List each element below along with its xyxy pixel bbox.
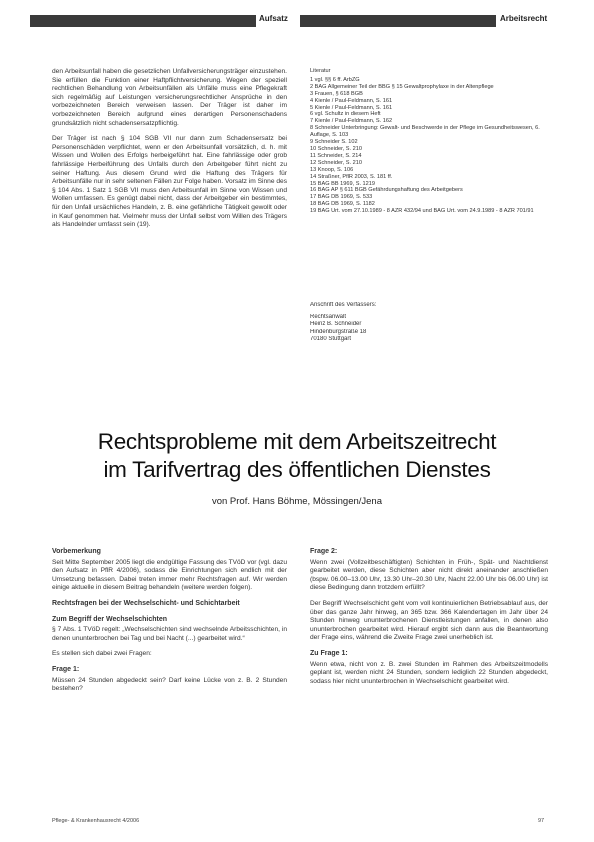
literature-item: 18 BAG DB 1969, S. 1182	[310, 201, 375, 208]
paragraph: Der Begriff Wechselschicht geht vom voll kontinuierlichen Betriebsablauf aus, der über das ganze Jahr hinweg, an 365 bzw. 366 Kalendertagen im Jahr über 24 Stunden hinweg ununterbrochenen Dienstleistungen anfallen, in denen also ununterbrochen gearbeitet wird. Hierauf ergibt sich dann aus die Beantwortung der Frage eins, während die Zweite Frage zwei unerheblich ist.	[310, 599, 548, 642]
literature-item: 3 Frauen, § 618 BGB	[310, 90, 363, 97]
literature-heading: Literatur	[310, 68, 331, 74]
literature-item: 14 Straßner, PflR 2003, S. 181 ff.	[310, 173, 393, 180]
literature-item: 16 BAG AP § 611 BGB Gefährdungshaftung des Arbeitgebers	[310, 187, 463, 194]
literature-item: 12 Schneider, S. 210	[310, 159, 362, 166]
author-address-line: 70180 Stuttgart	[310, 336, 352, 343]
literature-item: 5 Kienle / Paul-Feldmann, S. 161	[310, 104, 393, 111]
literature-item: 2 BAG Allgemeiner Teil der BBG § 15 Gewaltprophylaxe in der Altenpflege	[310, 83, 494, 90]
literature-item: 19 BAG Urt. vom 27.10.1989 - 8 AZR 432/94 und BAG Urt. vom 24.9.1989 - 8 AZR 701/91	[310, 208, 534, 215]
heading-begriff: Zum Begriff der Wechselschichten	[52, 615, 168, 623]
literature-item: 6 vgl. Schultz in diesem Heft	[310, 111, 381, 118]
author-address-line: Heinz B. Schneider	[310, 321, 362, 328]
literature-item: 9 Schneider S. 102	[310, 139, 358, 146]
header-bar-left	[30, 15, 256, 27]
literature-item: 7 Kienle / Paul-Feldmann, S. 162	[310, 118, 393, 125]
bottom-left-column	[52, 548, 287, 701]
paragraph: Es stellen sich dabei zwei Fragen:	[52, 650, 152, 658]
footer-page-number: 97	[538, 818, 545, 824]
heading-frage2: Frage 2:	[310, 548, 338, 555]
literature-item: 15 BAG BB 1969, S. 1219	[310, 180, 375, 187]
literature-item: 4 Kienle / Paul-Feldmann, S. 161	[310, 97, 393, 104]
author-address-line: Rechtsanwalt	[310, 313, 347, 320]
header-section-left: Aufsatz	[259, 14, 288, 23]
paragraph: Der Träger ist nach § 104 SGB VII nur dann zum Schadensersatz bei Personenschäden verpflichtet, wenn er den Arbeitsunfall vorsätzlich, d. h. mit Wissen und Wollen des Erfolgs herbeigeführt hat. Eine fahrlässige oder grob fahrlässige Herbeiführung des Unfalls durch den Arbeitgeber führt nicht zu seiner Haftung. Aus diesem Grund wird die Haftung des Trägers für Arbeitsunfälle nur in sehr seltenen Fällen zur Folge haben. Vorsatz im Sinne des § 104 Abs. 1 Satz 1 SGB VII muss den Arbeitsunfall im Sinne von Wissen und Wollen umfassen. Es genügt dabei nicht, dass der Arbeitgeber ein bestimmtes, für den Unfall ursächliches Handeln, z. B. eine gefährliche Tätigkeit gewollt oder in Kauf genommen hat. Vielmehr muss der Unfall selbst vom Willen des Trägers als Handelnder umfasst sein (19).	[52, 135, 287, 229]
header-bar-right	[300, 15, 496, 27]
paragraph: Müssen 24 Stunden abgedeckt sein? Darf keine Lücke von z. B. 2 Stunden bestehen?	[52, 676, 287, 693]
article-title-line1: Rechtsprobleme mit dem Arbeitszeitrecht	[97, 429, 497, 454]
paragraph: Wenn etwa, nicht von z. B. zwei Stunden im Rahmen des Arbeitszeitmodells geplant ist, werden nicht 24 Stunden, sondern lediglich 22 Stunden abgedeckt, sodass hier nicht ununterbrochen in Wechselschicht gearbeitet wird.	[310, 660, 548, 685]
article-title-line2: im Tarifvertrag des öffentlichen Dienstes	[103, 457, 491, 482]
footer-journal: Pflege- & Krankenhausrecht 4/2006	[52, 818, 140, 824]
heading-zu-frage1: Zu Frage 1:	[310, 649, 348, 657]
top-left-column	[52, 68, 287, 237]
paragraph: Wenn zwei (Vollzeitbeschäftigten) Schichten in Früh-, Spät- und Nachtdienst gearbeitet werden, diese Schichten aber nicht direkt aneinander anschließen (bspw. 06.00–13.00 Uhr, 13.30 Uhr–20.30 Uhr, Nacht 22.00 Uhr bis 06.00 Uhr) ist diese Bedingung dann trotzdem erfüllt?	[310, 558, 548, 592]
author-address	[310, 302, 510, 344]
header-section-right: Arbeitsrecht	[500, 14, 548, 23]
author-address-line: Hindenburgstraße 18	[310, 328, 367, 335]
bottom-right-column	[310, 548, 548, 693]
article-byline: von Prof. Hans Böhme, Mössingen/Jena	[211, 496, 383, 507]
literature-item: 17 BAG DB 1969, S. 533	[310, 194, 373, 201]
heading-vorbemerkung: Vorbemerkung	[52, 548, 101, 555]
literature-item: 8 Schneider Unterbringung: Gewalt- und Beschwerde in der Pflege im Gesundheitswesen, 6. Auflage, S. 103	[310, 125, 540, 139]
heading-frage1: Frage 1:	[52, 665, 80, 673]
paragraph: den Arbeitsunfall haben die gesetzlichen Unfallversicherungsträger einzustehen. Sie erfüllen die Funktion einer Haftpflichtversicherung. Wegen der speziell rechtlichen Behandlung von Arbeitsunfällen als Unfälle muss eine Pflegekraft sich regelmäßig auf Leistungen versicherungsrechtlicher Ansprüche in den vorbezeichneten Bereich verweisen lassen. Der Träger ist daher im vorbezeichneten Bereich aufgrund eines derartigen Personenschadens grundsätzlich nicht schadensersatzpflichtig.	[52, 68, 287, 127]
literature-item: 11 Schneider, S. 214	[310, 152, 362, 159]
literature-item: 1 vgl. §§ 6 ff. ArbZG	[310, 76, 360, 83]
heading-rechtsfragen: Rechtsfragen bei der Wechselschicht- und Schichtarbeit	[52, 599, 240, 607]
paragraph: Seit Mitte September 2005 liegt die endgültige Fassung des TVöD vor (vgl. dazu den Aufsatz in PflR 4/2006), sodass die Einrichtungen sich endlich mit der Umsetzung befassen. Dabei treten immer mehr Rechtsfragen auf. Wir werden einige aktuelle in diesem Beitrag behandeln (weitere werden folgen).	[52, 558, 287, 592]
literature-list	[310, 68, 550, 215]
paragraph: § 7 Abs. 1 TVöD regelt: „Wechselschichten sind wechselnde Arbeitsschichten, in denen ununterbrochen bei Tag und bei Nacht (...) gearbeitet wird.“	[52, 626, 287, 642]
author-address-heading: Anschrift des Verfassers:	[310, 302, 377, 308]
literature-item: 13 Knoop, S. 106	[310, 166, 354, 173]
literature-item: 10 Schneider, S. 210	[310, 145, 362, 152]
